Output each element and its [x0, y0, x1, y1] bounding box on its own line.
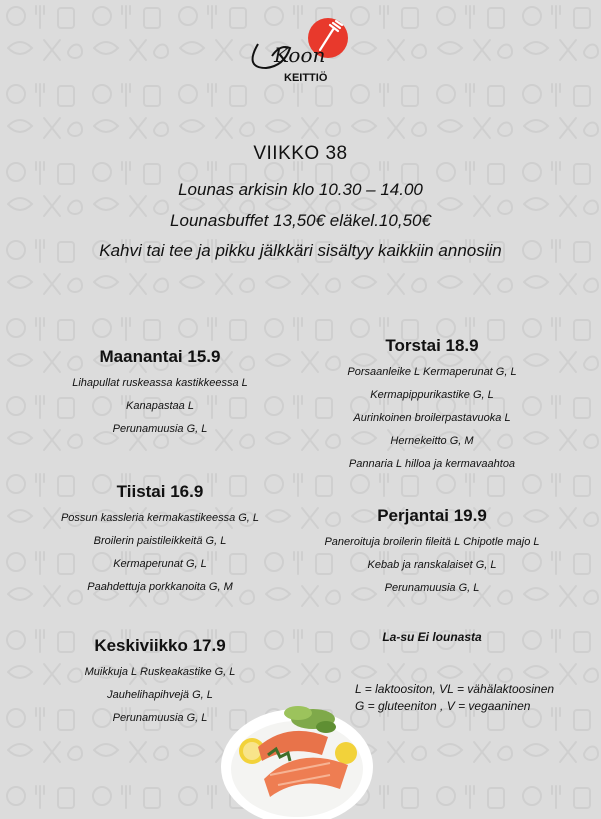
weekend-closed-note: La-su Ei lounasta: [382, 630, 482, 644]
menu-item: Kermapippurikastike G, L: [370, 389, 494, 401]
brand-logo: [248, 14, 354, 88]
menu-item: Muikkuja L Ruskeakastike G, L: [84, 666, 236, 678]
menu-item: Pannaria L hilloa ja kermavaahtoa: [348, 458, 516, 470]
menu-item: Perunamuusia G, L: [112, 423, 208, 435]
day-thursday: [282, 336, 582, 481]
menu-item: Porsaanleike L Kermaperunat G, L: [347, 366, 517, 378]
menu-item: Perunamuusia G, L: [112, 712, 208, 724]
menu-item: Aurinkoinen broilerpastavuoka L: [353, 412, 511, 424]
menu-item: Broilerin paistileikkeitä G, L: [93, 535, 227, 547]
menu-item: Perunamuusia G, L: [384, 582, 480, 594]
menu-item: Possun kassleria kermakastikeessa G, L: [60, 512, 260, 524]
day-title: Maanantai 15.9: [99, 347, 221, 366]
menu-item: Lihapullat ruskeassa kastikkeessa L: [72, 377, 248, 389]
salmon-plate-image: [218, 689, 376, 819]
menu-item: Paneroituja broilerin fileitä L Chipotle majo L: [324, 536, 540, 548]
menu-item: Jauhelihapihvejä G, L: [107, 689, 213, 701]
day-title: Perjantai 19.9: [377, 506, 487, 525]
day-title: Keskiviikko 17.9: [94, 636, 226, 655]
menu-item: Paahdettuja porkkanoita G, M: [87, 581, 233, 593]
day-monday: [10, 347, 310, 446]
legend-line: L = laktoositon, VL = vähälaktoosinen: [355, 682, 555, 696]
logo-name: KEITTIÖ: [284, 72, 328, 84]
buffet-price: Lounasbuffet 13,50€ eläkel.10,50€: [170, 211, 431, 230]
day-title: Tiistai 16.9: [116, 482, 204, 501]
day-friday: [282, 506, 582, 605]
menu-item: Kermaperunat G, L: [113, 558, 207, 570]
menu-item: Hernekeitto G, M: [390, 435, 474, 447]
legend-line: G = gluteeniton , V = vegaaninen: [355, 699, 531, 713]
diet-legend: [355, 681, 554, 715]
menu-item: Kebab ja ranskalaiset G, L: [367, 559, 497, 571]
week-title: VIIKKO 38: [253, 143, 348, 164]
logo-script: Koon: [274, 43, 326, 67]
lunch-hours: Lounas arkisin klo 10.30 – 14.00: [178, 180, 423, 199]
day-tuesday: [10, 482, 310, 604]
menu-item: Kanapastaa L: [126, 400, 194, 412]
included-note: Kahvi tai tee ja pikku jälkkäri sisältyy kaikkiin annosiin: [99, 241, 502, 260]
day-title: Torstai 18.9: [385, 336, 479, 355]
